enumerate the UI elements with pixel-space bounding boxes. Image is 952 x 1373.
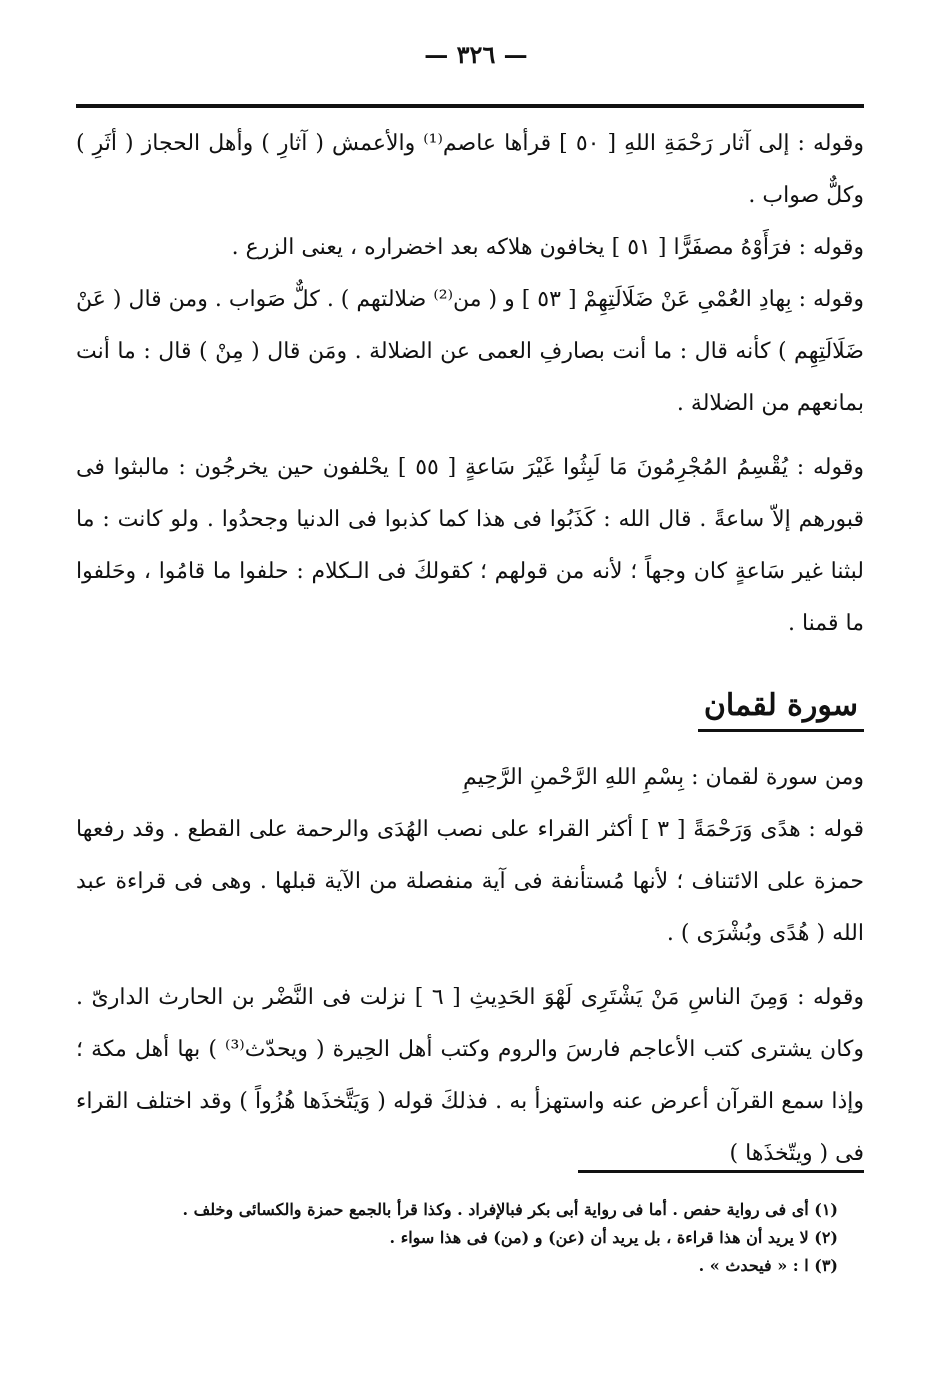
page-number: — ٣٢٦ —: [424, 40, 528, 69]
paragraph: وقوله : إلى آثار رَحْمَةِ اللهِ [ ٥٠ ] قرأها عاصم⁽¹⁾ والأعمش ( آثارِ ) وأهل الحجاز ( أثَرِ ) وكلٌّ صواب .: [76, 131, 865, 208]
header-rule: [76, 104, 864, 108]
paragraph: وقوله : يُقْسِمُ المُجْرِمُونَ مَا لَبِثُوا غَيْرَ سَاعةٍ [ ٥٥ ] يحْلفون حين يخرجُون : مالبثوا فى قبورهم إلاّ ساعةً . قال الله : كَذَبُوا فى هذا كما كذبوا فى الدنيا وجحدُوا . ولو كانت : ما لبثنا غير سَاعةٍ كان وجهاً ؛ لأنه من قولهم ؛ كقولكَ فى الـكلام : حلفوا ما قامُوا ، وحَلفوا ما قمنا .: [76, 455, 864, 636]
section-title-text: سورة لقمان: [698, 688, 864, 732]
paragraph: ومن سورة لقمان : بِسْمِ اللهِ الرَّحْمنِ الرَّحِيمِ: [462, 765, 864, 790]
paragraph: وقوله : فرَأَوْهُ مصفَرًّا [ ٥١ ] يخافون هلاكه بعد اخضراره ، يعنى الزرع .: [231, 235, 864, 260]
footnotes: [76, 1196, 838, 1280]
footnote: (٣) ا : « فيحدث » .: [698, 1256, 838, 1275]
section-title: [76, 686, 864, 726]
footnote-rule: [578, 1170, 864, 1173]
footnote: (١) أى فى رواية حفص . أما فى رواية أبى بكر فبالإفراد . وكذا قرأ بالجمع حمزة والكسائى وخلف .: [182, 1200, 838, 1219]
main-text: [76, 118, 864, 1180]
paragraph: وقوله : وَمِنَ الناسِ مَنْ يَشْتَرِى لَهْوَ الحَدِيثِ [ ٦ ] نزلت فى النَّضْر بن الحارث الدارىّ . وكان يشترى كتب الأعاجم فارسَ والروم وكتب أهل الحِيرة ( ويحدّث⁽³⁾ ) بها أهل مكة ؛ وإذا سمع القرآن أعرض عنه واستهزأ به . فذلكَ قوله ( وَيَتَّخذَها هُزُواً ) وقد اختلف القراء فى ( ويتّخذَها ): [76, 985, 865, 1166]
paragraph: قوله : هدًى وَرَحْمَةً [ ٣ ] أكثر القراء على نصب الهُدَى والرحمة على القطع . وقد رفعها حمزة على الائتناف ؛ لأنها مُستأنفة فى آية منفصلة من الآية قبلها . وهى فى قراءة عبد الله ( هُدًى وبُشْرَى ) .: [76, 817, 864, 946]
footnote: (٢) لا يريد أن هذا قراءة ، بل يريد أن (عن) و (من) فى هذا سواء .: [389, 1228, 838, 1247]
paragraph: وقوله : بِهادِ العُمْىِ عَنْ ضَلَالَتِهِمْ [ ٥٣ ] و ( من⁽²⁾ ضلالتهم ) . كلٌّ صَواب . ومن قال ( عَنْ ضَلَالَتِهِم ) كأنه قال : ما أنت بصارفِ العمى عن الضلالة . ومَن قال ( مِنْ ) قال : ما أنت بمانعهم من الضلالة .: [76, 287, 864, 416]
